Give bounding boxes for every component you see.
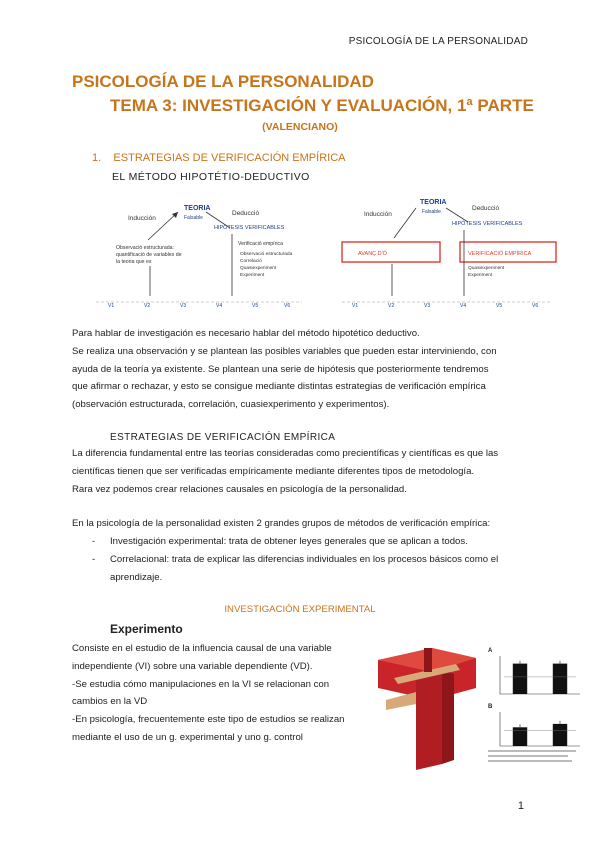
diagram-left-method-3: Quasiexperiment xyxy=(240,266,277,271)
paragraph-2-line: La diferencia fundamental entre las teorías consideradas como precientíficas y científicas es que las xyxy=(72,448,499,459)
hypothetico-deductive-diagram-right xyxy=(338,190,560,312)
diagram-right-v2: V2 xyxy=(388,303,395,309)
diagram-right-hypotheses: HIPÒTESIS VERIFICABLES xyxy=(452,221,523,227)
diagram-right-deduction: Deducció xyxy=(472,205,500,212)
paragraph-2-line: Rara vez podemos crear relaciones causales en psicología de la personalidad. xyxy=(72,483,407,495)
paragraph-1-line: ayuda de la teoría ya existente. Se plantean una serie de hipótesis que posteriormente tendremos xyxy=(72,363,489,375)
diagram-left-induction: Inducción xyxy=(128,215,156,222)
section-1-heading xyxy=(92,152,345,164)
diagram-left-method-1: Observació estructurada xyxy=(240,252,293,257)
paragraph-hypothetico-deductive xyxy=(72,325,532,414)
chart-axis xyxy=(500,712,580,746)
diagram-left-method-4: Experiment xyxy=(240,273,265,278)
experiment-results-figure xyxy=(486,642,586,772)
bullet-line: aprendizaje. xyxy=(110,571,163,583)
caption-line xyxy=(488,755,568,757)
paragraph-method-groups: En la psicología de la personalidad existen 2 grandes grupos de métodos de verificación empírica: xyxy=(72,518,491,529)
running-header: PSICOLOGÍA DE LA PERSONALIDAD xyxy=(348,36,528,47)
diagram-left-v1: V1 xyxy=(108,303,115,309)
diagram-left-deduction: Deducció xyxy=(232,210,260,217)
paragraph-1-line: (observación estructurada, correlación, cuasiexperimento y experimentos). xyxy=(72,399,390,411)
diagram-left-theory-sub: Falsable xyxy=(184,215,203,221)
diagram-right-theory: TEORIA xyxy=(420,199,447,206)
chart-bar xyxy=(513,664,527,694)
diagram-right-method-1: Quasiexperiment xyxy=(468,266,505,271)
diagram-left-theory: TEORIA xyxy=(184,205,211,212)
document-subtitle: TEMA 3: INVESTIGACIÓN Y EVALUACIÓN, 1ª PARTE xyxy=(110,96,534,115)
diagram-left-v3: V3 xyxy=(180,303,187,309)
diagram-right-left-box-label: AVANÇ D'Ó xyxy=(358,251,387,257)
paragraph-1-line: Para hablar de investigación es necesario hablar del método hipotético deductivo. xyxy=(72,328,420,339)
list-item xyxy=(92,551,522,587)
section-3-heading: INVESTIGACIÓN EXPERIMENTAL xyxy=(224,604,376,615)
diagram-right-theory-sub: Falsable xyxy=(422,209,441,215)
diagram-right-v1: V1 xyxy=(352,303,359,309)
bullet-dash: - xyxy=(92,536,96,547)
chart-bar xyxy=(553,664,567,694)
maze-stem xyxy=(416,670,442,770)
diagram-left-v4: V4 xyxy=(216,303,223,309)
experiment-heading: Experimento xyxy=(110,622,183,636)
diagram-right-v4: V4 xyxy=(460,303,467,309)
chart-b xyxy=(500,712,580,746)
experiment-line: Consiste en el estudio de la influencia causal de una variable xyxy=(72,643,332,654)
paragraph-1-line: Se realiza una observación y se plantean las posibles variables que pueden estar interviniendo, con xyxy=(72,345,497,357)
diagram-left-v5: V5 xyxy=(252,303,259,309)
bullet-dash: - xyxy=(92,554,96,565)
language-variant: (VALENCIANO) xyxy=(262,121,338,133)
caption-line xyxy=(488,760,572,762)
chart-axis xyxy=(500,656,580,694)
list-item xyxy=(92,533,522,551)
section-2-heading: ESTRATEGIAS DE VERIFICACIÓN EMPÍRICA xyxy=(110,432,336,443)
paragraph-verification xyxy=(72,445,532,498)
t-maze-illustration xyxy=(372,642,482,774)
experiment-line: mediante el uso de un g. experimental y uno g. control xyxy=(72,731,303,743)
diagram-left-observation-3: la teoria que es xyxy=(116,259,152,265)
experiment-line: independiente (VI) sobre una variable dependiente (VD). xyxy=(72,660,313,672)
experiment-line: -Se estudia cómo manipulaciones en la VI se relacionan con xyxy=(72,678,330,690)
document-title: PSICOLOGÍA DE LA PERSONALIDAD xyxy=(72,72,374,91)
section-1-subtitle: EL MÉTODO HIPOTÉTIO-DEDUCTIVO xyxy=(112,171,310,183)
diagram-right-v5: V5 xyxy=(496,303,503,309)
diagram-left-hypotheses: HIPÒTESIS VERIFICABLES xyxy=(214,225,285,231)
panel-b-label: B xyxy=(488,704,493,710)
chart-a xyxy=(500,656,580,694)
section-1-title: ESTRATEGIAS DE VERIFICACIÓN EMPÍRICA xyxy=(113,152,346,164)
section-1-number: 1. xyxy=(92,152,102,164)
caption-line xyxy=(488,750,576,752)
diagram-right-v6: V6 xyxy=(532,303,539,309)
maze-wood-panel xyxy=(386,692,416,710)
bullet-line: Correlacional: trata de explicar las diferencias individuales en los procesos básicos como el xyxy=(110,554,499,565)
diagram-left-v6: V6 xyxy=(284,303,291,309)
chart-bar xyxy=(553,724,567,746)
page-number: 1 xyxy=(517,800,524,812)
experiment-description xyxy=(72,640,372,747)
diagram-right-right-box-label: VERIFICACIÓ EMPÍRICA xyxy=(468,251,532,257)
diagram-right-method-2: Experiment xyxy=(468,273,493,278)
experiment-line: -En psicología, frecuentemente este tipo de estudios se realizan xyxy=(72,714,345,726)
chart-bar xyxy=(513,727,527,746)
diagram-left-method-2: Correlació xyxy=(240,259,262,264)
diagram-right-left-box xyxy=(342,242,440,262)
bullet-line: Investigación experimental: trata de obtener leyes generales que se aplican a todos. xyxy=(110,536,468,547)
diagram-right-induction: Inducción xyxy=(364,211,392,218)
diagram-right-v3: V3 xyxy=(424,303,431,309)
diagram-left-verification: Verificació empírica xyxy=(238,241,283,247)
diagram-left-v2: V2 xyxy=(144,303,151,309)
paragraph-2-line: científicas tienen que ser verificadas empíricamente mediante diferentes tipos de metodología. xyxy=(72,465,475,477)
diagram-left-observation-2: quantificació de variables de xyxy=(116,252,182,258)
experiment-line: cambios en la VD xyxy=(72,696,148,708)
hypothetico-deductive-diagram-left xyxy=(88,190,310,312)
paragraph-1-line: que afirmar o rechazar, y esto se consigue mediante distintas estrategias de verificación empírica xyxy=(72,381,486,393)
diagram-left-observation-1: Observació estructurada: xyxy=(116,245,174,251)
panel-a-label: A xyxy=(488,648,493,654)
